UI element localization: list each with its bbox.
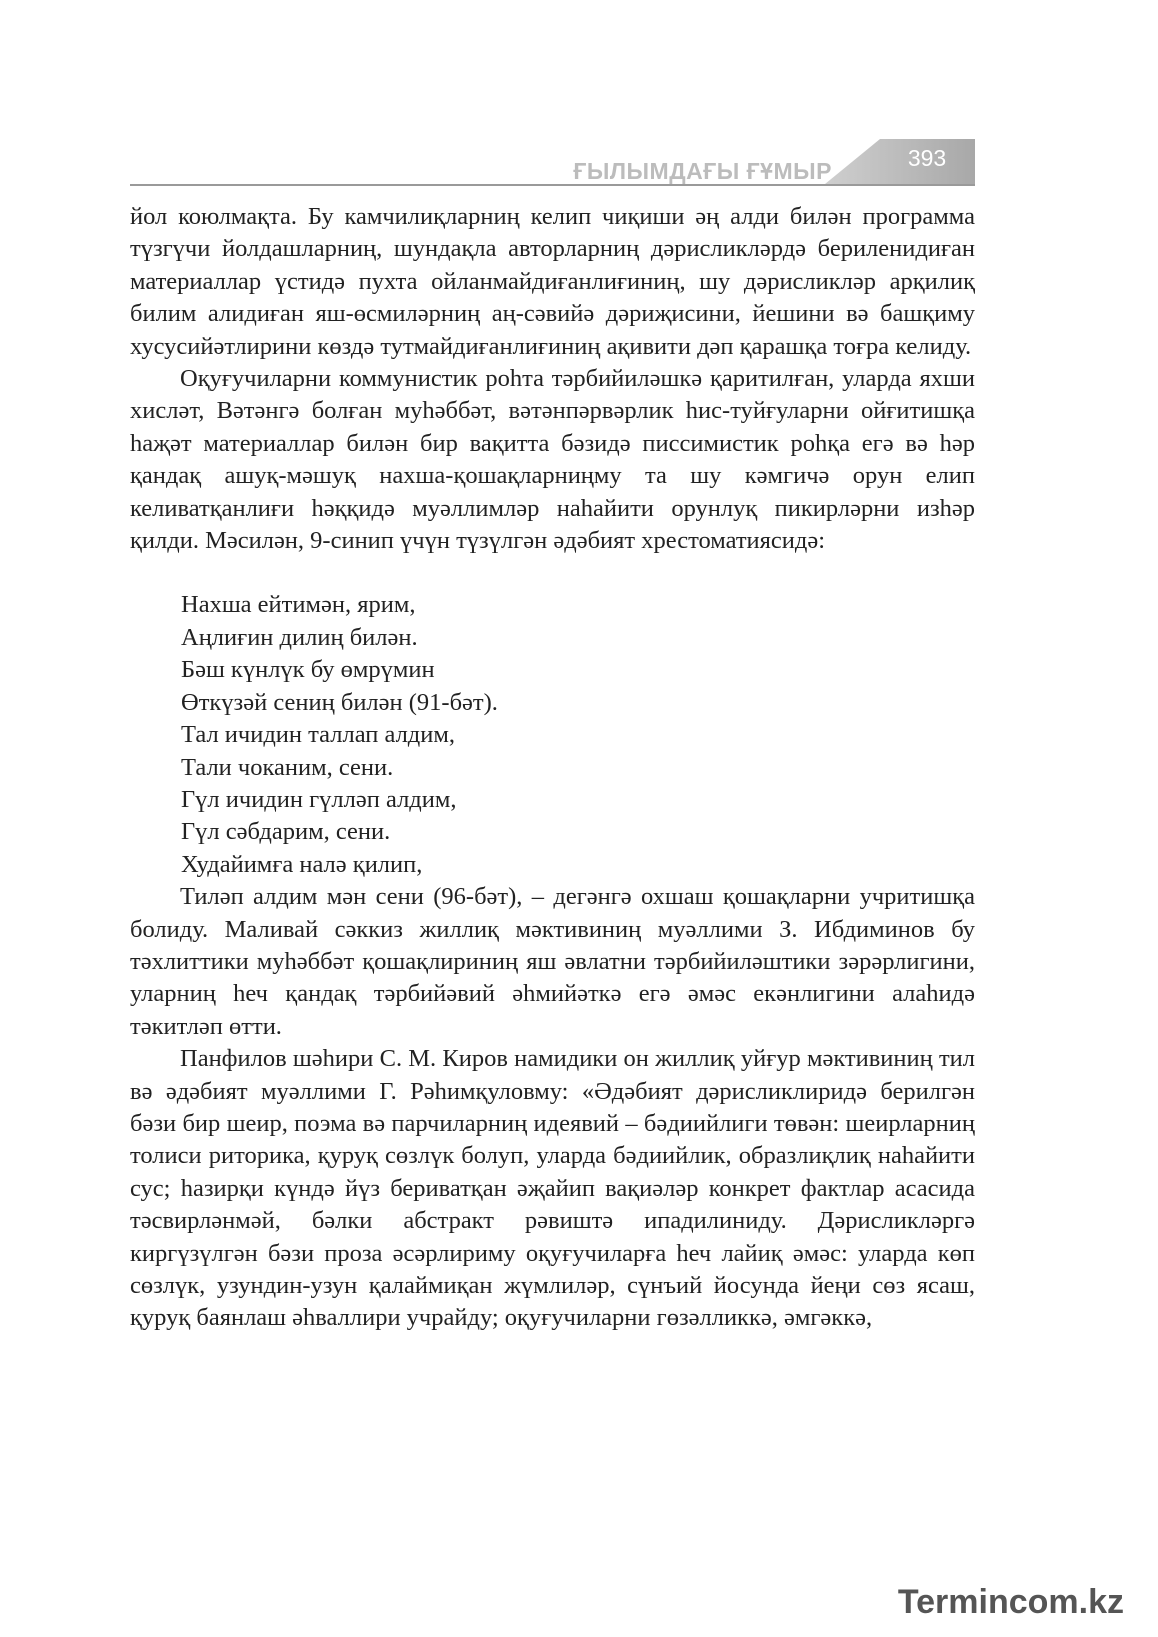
verse-line: Тали чоканим, сени.	[181, 753, 394, 781]
body-paragraph: Оқуғучиларни коммунистик роһта тәрбийиләшкә қаритилған, уларда яхши хисләт, Вәтәнгә болған муһәббәт, вәтәнпәрвәрлик һис-туйғуларни ойғитишқа һаҗәт материаллар билән бир вақитта бәзидә писсимистик роһқа егә вә һәр қандақ ашуқ-мәшуқ нахша-қошақларниңму та шу кәмгичә орун елип келиватқанлиғи һәққидә муәллимләр наһайити орунлуқ пикирләрни изһәр қилди. Мәсилән, 9-синип үчүн түзүлгән әдәбият хрестоматиясидә:	[130, 365, 975, 555]
paragraphs-before-verse	[130, 201, 975, 557]
page-number: 393	[907, 145, 947, 171]
header-divider	[130, 184, 975, 186]
verse-line: Гүл ичидин гүлләп алдим,	[181, 785, 457, 813]
body-paragraph: Тиләп алдим мән сени (96-бәт), – дегәнгә охшаш қошақларни учритишқа болиду. Маливай сәккиз жиллиқ мәктивиниң муәллими З. Ибдиминов бу тәхлиттики муһәббәт қошақлириниң яш әвлатни тәрбийиләштики зәрәрлигини, уларниң һеч қандақ тәрбийәвий әһмийәткә егә әмәс екәнлигини алаһидә тәкитләп өтти.	[130, 883, 975, 1040]
verse-line: Бәш күнлүк бу өмрүмин	[181, 656, 435, 684]
verse-line: Тал ичидин таллап алдим,	[181, 721, 456, 749]
page-header	[0, 0, 1158, 200]
body-paragraph: йол коюлмақта. Бу камчилиқларниң келип чиқиши әң алди билән программа түзгүчи йолдашларниң, шундақла авторларниң дәрисликләрдә бериленидиған материаллар үстидә пухта ойланмайдиғанлиғиниң, шу дәрисликләр арқилиқ билим алидиған яш-өсмиләрниң аң-сәвийә дәриҗисини, йешини вә башқиму хусусийәтлирини көздә тутмайдиғанлиғиниң ақивити дәп қарашқа тоғра келиду.	[130, 203, 975, 360]
site-watermark: Termincom.kz	[897, 1583, 1124, 1621]
verse-line: Өткүзәй сениң билән (91-бәт).	[181, 688, 498, 716]
body-paragraph: Панфилов шәһири С. М. Киров намидики он жиллиқ уйғур мәктивиниң тил вә әдәбият муәллими Г. Рәһимқуловму: «Әдәбият дәрисликлиридә берилгән бәзи бир шеир, поэма вә парчиларниң идеявий – бәдиийлиги төвән: шеирларниң толиси риторика, қуруқ сөзлүк болуп, уларда бәдиийлик, образлиқлиқ наһайити сус; һазирқи күндә йүз бериватқан әҗайип вақиәләр конкрет фактлар асасида тәсвирләнмәй, бәлки абстракт рәвиштә ипадилиниду. Дәрисликләргә киргүзүлгән бәзи проза әсәрлириму оқуғучиларға һеч лайиқ әмәс: уларда көп сөзлүк, узундин-узун қалаймиқан жүмлиләр, сүнъий йосунда йеңи сөз ясаш, қуруқ баянлаш әһваллири учрайду; оқуғучиларни гөзәлликкә, әмгәккә,	[130, 1045, 975, 1332]
paragraphs-after-verse	[130, 881, 975, 1335]
verse-line: Аңлиғин дилиң билән.	[181, 623, 418, 651]
verse-line: Гүл сәбдарим, сени.	[181, 818, 391, 846]
verse-block	[130, 589, 975, 881]
page-body	[130, 201, 975, 1335]
verse-line: Худайимға налә қилип,	[181, 850, 423, 878]
verse-line: Нахша ейтимән, ярим,	[181, 591, 416, 619]
running-title: ҒЫЛЫМДАҒЫ ҒҰМЫР	[573, 158, 832, 184]
